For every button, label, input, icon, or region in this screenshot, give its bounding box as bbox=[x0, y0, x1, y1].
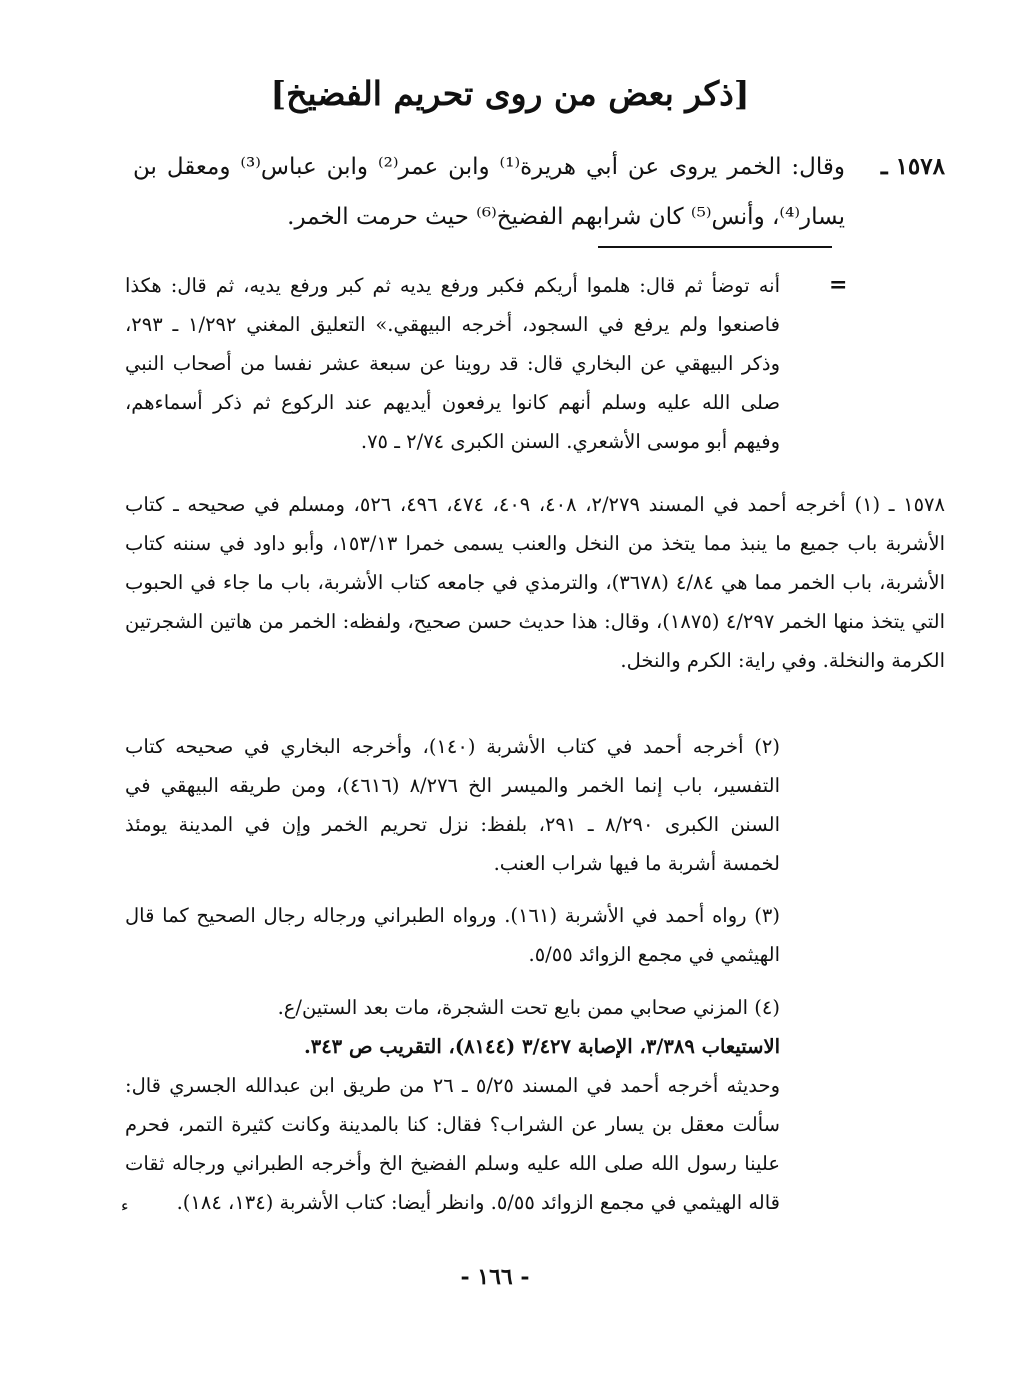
footnote-4-refs: الاستيعاب ٣/٣٨٩، الإصابة ٣/٤٢٧ (٨١٤٤)، التقريب ص ٣٤٣. bbox=[303, 1035, 780, 1058]
margin-mark: ء bbox=[121, 1196, 129, 1215]
footnote-3: (٣) رواه أحمد في الأشربة (١٦١). ورواه الطبراني ورجاله رجال الصحيح كما قال الهيثمي في مجمع الزوائد ٥/٥٥. bbox=[125, 904, 780, 966]
footnote-4-intro: (٤) المزني صحابي ممن بايع تحت الشجرة، مات بعد الستين/ع. bbox=[277, 996, 780, 1019]
main-entry-number: ١٥٧٨ ـ bbox=[880, 153, 945, 180]
continuation-mark: = bbox=[829, 272, 848, 298]
page-number: - ١٦٦ - bbox=[460, 1264, 530, 1290]
footnote-separator bbox=[598, 246, 832, 248]
footnote-4-hadith: وحديثه أخرجه أحمد في المسند ٥/٢٥ ـ ٢٦ من طريق ابن عبدالله الجسري قال: سألت معقل بن يسار عن الشراب؟ فقال: كنا بالمدينة وكانت كثيرة التمر، فحرم علينا رسول الله صلى الله عليه وسلم الفضيخ الخ وأخرجه الطبراني ورجاله ثقات قاله الهيثمي في مجمع الزوائد ٥/٥٥. وانظر أيضا: كتاب الأشربة (١٣٤، ١٨٤). bbox=[125, 1074, 780, 1214]
page-title: [ذكر بعض من روى تحريم الفضيخ] bbox=[270, 74, 750, 113]
footnote-4 bbox=[125, 988, 780, 1222]
footnote-continuation: أنه توضأ ثم قال: هلموا أريكم فكبر ورفع يديه ثم كبر ورفع يديه، ثم قال: هكذا فاصنعوا ولم يرفع في السجود، أخرجه البيهقي.» التعليق المغني ١/٢٩٢ ـ ٢٩٣، وذكر البيهقي عن البخاري قال: قد روينا عن سبعة عشر نفسا من أصحاب النبي صلى الله عليه وسلم أنهم كانوا يرفعون أيديهم عند الركوع ثم ذكر أسماءهم، وفيهم أبو موسى الأشعري. السنن الكبرى ٢/٧٤ ـ ٧٥. bbox=[125, 274, 780, 453]
footnote-2: (٢) أخرجه أحمد في كتاب الأشربة (١٤٠)، وأخرجه البخاري في صحيحه كتاب التفسير، باب إنما الخمر والميسر الخ ٨/٢٧٦ (٤٦١٦)، ومن طريقه البيهقي في السنن الكبرى ٨/٢٩٠ ـ ٢٩١، بلفظ: نزل تحريم الخمر وإن في المدينة يومئذ لخمسة أشربة ما فيها شراب العنب. bbox=[125, 735, 780, 875]
footnote-1: ١٥٧٨ ـ (١) أخرجه أحمد في المسند ٢/٢٧٩، ٤٠٨، ٤٠٩، ٤٧٤، ٤٩٦، ٥٢٦، ومسلم في صحيحه ـ كتاب الأشربة باب جميع ما ينبذ مما يتخذ من النخل والعنب يسمى خمرا ١٥٣/١٣، وأبو داود في سننه كتاب الأشربة، باب الخمر مما هي ٤/٨٤ (٣٦٧٨)، والترمذي في جامعه كتاب الأشربة، باب ما جاء في الحبوب التي يتخذ منها الخمر ٤/٢٩٧ (١٨٧٥)، وقال: هذا حديث حسن صحيح، ولفظه: الخمر من هاتين الشجرتين الكرمة والنخلة. وفي راية: الكرم والنخل. bbox=[125, 493, 945, 672]
main-entry-text: وقال: الخمر يروى عن أبي هريرة⁽¹⁾ وابن عمر⁽²⁾ وابن عباس⁽³⁾ ومعقل بن يسار⁽⁴⁾، وأنس⁽⁵⁾ كان شرابهم الفضيخ⁽⁶⁾ حيث حرمت الخمر. bbox=[133, 154, 845, 230]
